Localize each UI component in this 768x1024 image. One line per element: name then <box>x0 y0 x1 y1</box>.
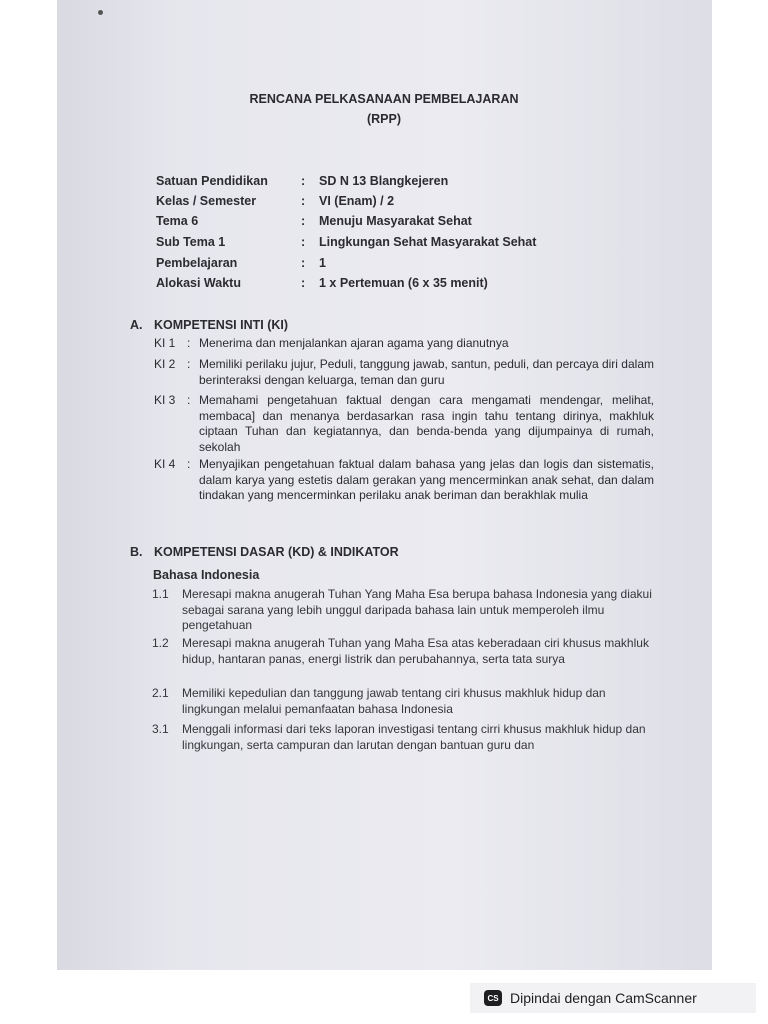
document-subtitle: (RPP) <box>366 112 402 126</box>
info-label: Pembelajaran <box>156 256 238 270</box>
ki-colon: : <box>187 357 191 371</box>
ki-item <box>154 457 654 504</box>
info-label: Satuan Pendidikan <box>156 174 268 188</box>
kd-number: 3.1 <box>152 722 169 736</box>
info-colon: : <box>301 276 306 290</box>
ki-label: KI 4 <box>154 457 176 471</box>
info-value: Lingkungan Sehat Masyarakat Sehat <box>319 235 537 249</box>
kd-number: 2.1 <box>152 686 169 700</box>
info-label: Tema 6 <box>156 214 199 228</box>
info-colon: : <box>301 174 306 188</box>
info-value: Menuju Masyarakat Sehat <box>319 214 472 228</box>
section-letter: A. <box>130 318 143 332</box>
info-colon: : <box>301 235 306 249</box>
kd-text: Menggali informasi dari teks laporan investigasi tentang cirri khusus makhluk hidup dan lingkungan, serta campuran dan larutan dengan bantuan guru dan <box>182 722 646 752</box>
section-title: KOMPETENSI DASAR (KD) & INDIKATOR <box>154 545 399 559</box>
kd-item <box>152 636 652 667</box>
kd-number: 1.1 <box>152 587 169 601</box>
info-value: VI (Enam) / 2 <box>319 194 395 208</box>
ki-label: KI 3 <box>154 393 176 407</box>
ki-item <box>154 357 654 388</box>
section-title: KOMPETENSI INTI (KI) <box>154 318 289 332</box>
scan-speck <box>98 10 103 15</box>
ki-item <box>154 336 654 352</box>
info-colon: : <box>301 194 306 208</box>
camscanner-watermark <box>470 983 756 1013</box>
info-value: 1 <box>319 256 326 270</box>
kd-item <box>152 686 652 717</box>
ki-colon: : <box>187 393 191 407</box>
section-b-heading <box>130 545 399 559</box>
ki-text: Memahami pengetahuan faktual dengan cara mengamati mendengar, melihat, membaca] dan menanya berdasarkan rasa ingin tahu tentang dirinya, makhluk ciptaan Tuhan dan kegiatannya, dan benda-benda yang dijumpainya di rumah, sekolah <box>199 393 654 454</box>
ki-colon: : <box>187 336 191 350</box>
ki-item <box>154 393 654 455</box>
kd-text: Memiliki kepedulian dan tanggung jawab tentang ciri khusus makhluk hidup dan lingkungan melalui pemanfaatan bahasa Indonesia <box>182 686 606 716</box>
section-letter: B. <box>130 545 143 559</box>
kd-item <box>152 722 652 753</box>
info-label: Sub Tema 1 <box>156 235 226 249</box>
ki-text: Menerima dan menjalankan ajaran agama yang dianutnya <box>199 336 509 350</box>
kd-text: Meresapi makna anugerah Tuhan Yang Maha Esa berupa bahasa Indonesia yang diakui sebagai sarana yang lebih unggul daripada bahasa lain untuk memperoleh ilmu pengetahuan <box>182 587 652 632</box>
info-value: SD N 13 Blangkejeren <box>319 174 449 188</box>
ki-label: KI 1 <box>154 336 176 350</box>
ki-text: Menyajikan pengetahuan faktual dalam bahasa yang jelas dan logis dan sistematis, dalam karya yang estetis dalam gerakan yang mencerminkan anak sehat, dan dalam tindakan yang mencerminkan perilaku anak beriman dan berakhlak mulia <box>199 457 654 502</box>
info-colon: : <box>301 214 306 228</box>
ki-label: KI 2 <box>154 357 176 371</box>
subject-heading: Bahasa Indonesia <box>153 568 260 582</box>
info-label: Alokasi Waktu <box>156 276 241 290</box>
kd-number: 1.2 <box>152 636 169 650</box>
kd-text: Meresapi makna anugerah Tuhan yang Maha Esa atas keberadaan ciri khusus makhluk hidup, hantaran panas, energi listrik dan perubahannya, serta tata surya <box>182 636 649 666</box>
ki-colon: : <box>187 457 191 471</box>
kd-item <box>152 587 652 634</box>
section-a-heading <box>130 318 288 332</box>
camscanner-logo-icon: CS <box>484 990 502 1006</box>
ki-text: Memiliki perilaku jujur, Peduli, tanggung jawab, santun, peduli, dan percaya diri dalam berinteraksi dengan keluarga, teman dan guru <box>199 357 654 387</box>
info-colon: : <box>301 256 306 270</box>
info-value: 1 x Pertemuan (6 x 35 menit) <box>319 276 488 290</box>
document-title: RENCANA PELKASANAAN PEMBELAJARAN <box>249 92 519 106</box>
info-label: Kelas / Semester <box>156 194 257 208</box>
watermark-label: Dipindai dengan CamScanner <box>510 990 697 1006</box>
